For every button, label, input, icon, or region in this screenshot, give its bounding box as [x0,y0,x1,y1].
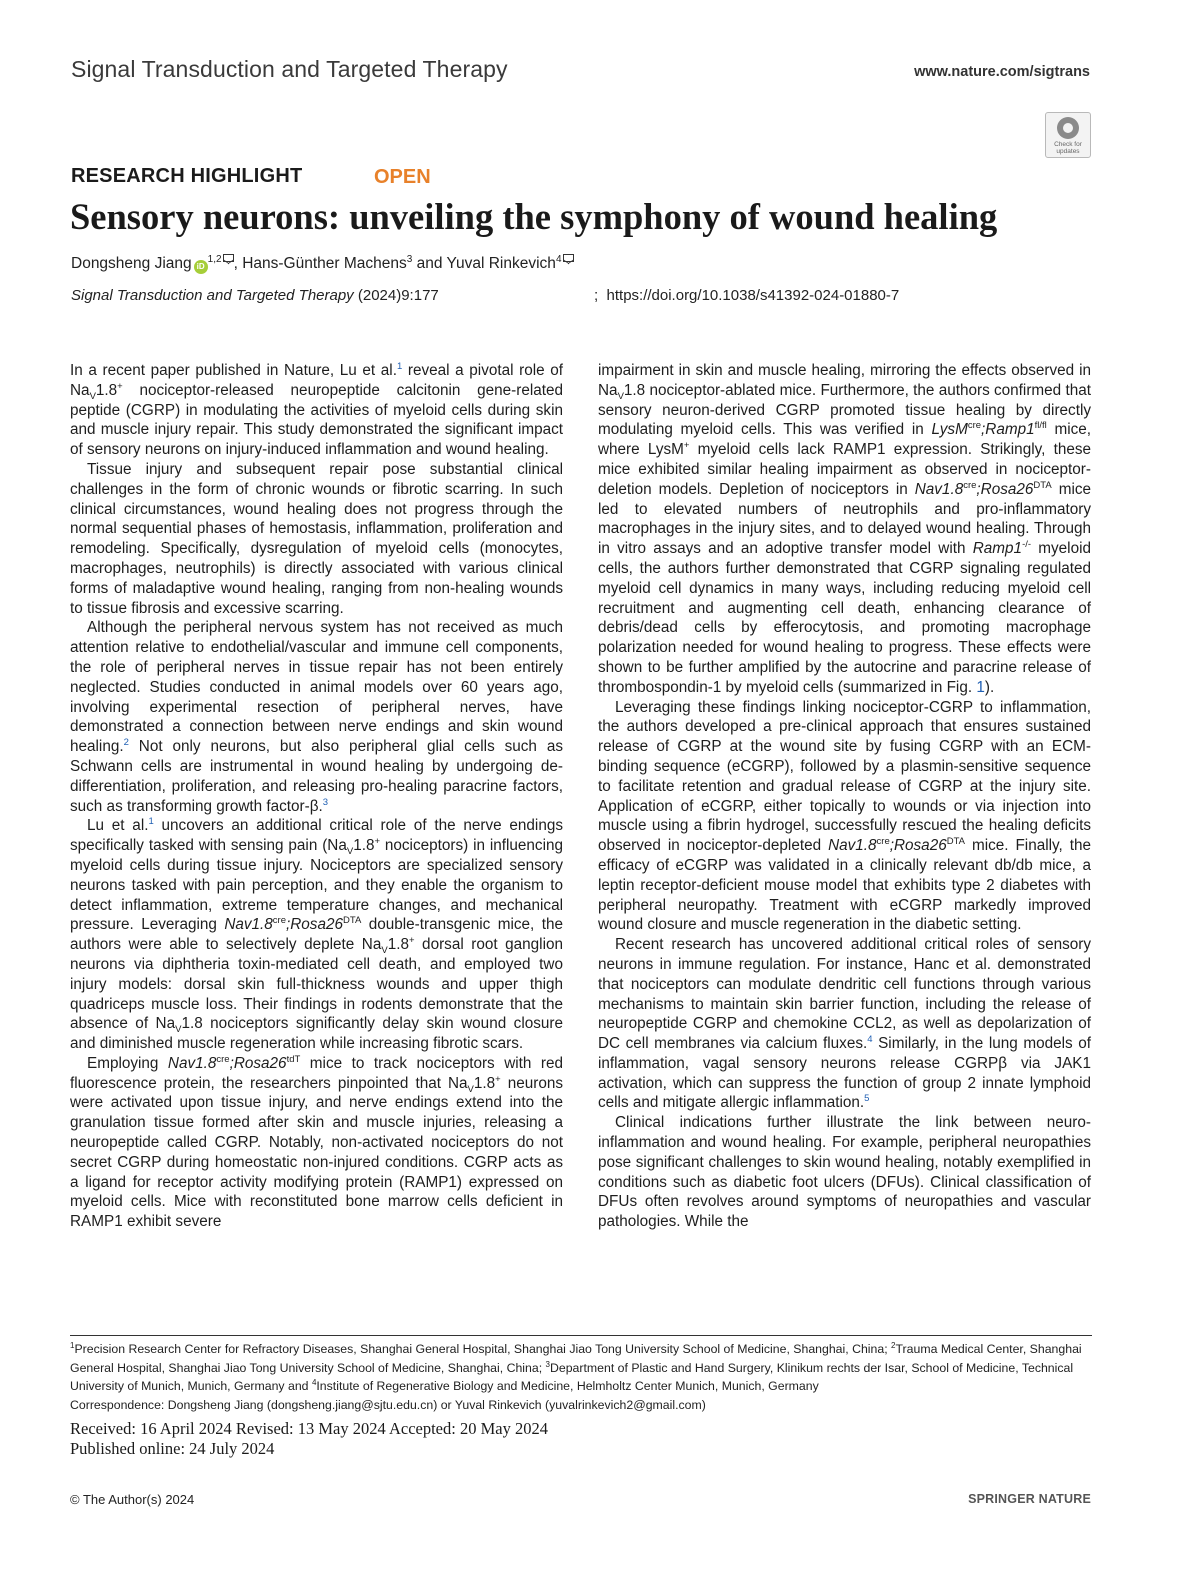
body-paragraph: Although the peripheral nervous system has not received as much attention relative to endothelial/vascular and immune cell components, the role of peripheral nerves in tissue repair has not been entirely neglected. Studies conducted in animal models over 60 years ago, involving experimental resection of peripheral nerves, have demonstrated a connection between nerve endings and skin wound healing.$^2$ Not only neurons, but also peripheral glial cells such as Schwann cells are instrumental in wound healing by undergoing de-differentiation, proliferation, and releasing pro-healing paracrine factors, such as transforming growth factor-β.$^3$ [70,619,563,815]
body-column-right [598,361,1091,1232]
subscript: V [617,390,624,402]
italic-text: Ramp1 [972,540,1023,558]
italic-text: ;Rosa26 [286,916,343,934]
superscript: tdT [286,1053,301,1065]
superscript: cre [216,1053,230,1065]
publication-dates [70,1419,548,1459]
italic-text: Nav1.8 [914,480,964,498]
superscript: + [117,380,123,392]
superscript: cre [963,479,977,491]
orcid-icon[interactable]: iD [194,260,208,274]
citation-separator: ; [594,287,599,304]
author-affiliation-1: 1,2 [207,254,222,265]
author-affiliation-3: 4 [555,254,562,265]
italic-text: ;Rosa26 [229,1054,287,1072]
check-updates-icon [1057,117,1079,139]
doi-link[interactable]: https://doi.org/10.1038/s41392-024-01880-7 [606,287,900,304]
check-for-updates-button[interactable] [1045,112,1091,158]
reference-link[interactable]: 4 [867,1034,873,1045]
subscript: V [346,846,354,858]
body-paragraph: Recent research has uncovered additional critical roles of sensory neurons in immune regulation. For instance, Hanc et al. demonstrated that nociceptors can modulate dendritic cell functions through various mechanisms to maintain skin barrier function, including the release of neuropeptide CGRP and chemokine CCL2, as well as depolarization of DC cell membranes via calcium fluxes.$^4$ Similarly, in the lung models of inflammation, vagal sensory neurons release CGRPβ via JAK1 activation, which can suppress the function of group 2 innate lymphoid cells and mitigate allergic inflammation.$^5$ [598,936,1091,1112]
reference-link[interactable]: 5 [864,1093,870,1105]
reference-link[interactable]: 2 [123,737,129,749]
italic-text: LysM [931,421,968,439]
subscript: V [381,945,388,957]
author-name-2[interactable]: Hans-Günther Machens [242,255,407,273]
publisher-logo: SPRINGER NATURE [968,1492,1091,1506]
mail-icon[interactable] [223,254,234,262]
reference-link[interactable]: 1 [148,816,154,828]
citation-volume: (2024)9:177 [353,287,439,304]
body-paragraph: In a recent paper published in Nature, Lu et al.$^1$ reveal a pivotal role of $Na_V1.8^+$ nociceptor-released neuropeptide calcitonin gene-related peptide (CGRP) in modulating the activities of myeloid cells during skin and muscle injury repair. This study demonstrated the significant impact of sensory neurons on injury-induced inflammation and wound healing. [70,360,564,459]
superscript: fl/fl [1034,420,1047,432]
superscript: + [683,440,690,452]
superscript: 1 [70,1340,75,1350]
superscript: cre [272,915,286,927]
italic-text: ;Ramp1 [981,421,1035,439]
italic-text: Nav1.8 [828,837,877,855]
check-updates-label: Check for updates [1054,141,1082,155]
journal-name: Signal Transduction and Targeted Therapy [71,56,508,82]
citation-journal: Signal Transduction and Targeted Therapy [71,287,354,304]
italic-text: Nav1.8 [224,916,273,934]
superscript: cre [967,420,982,432]
superscript: DTA [946,836,966,848]
affiliations-block [70,1340,1092,1414]
author-separator: , [233,255,243,273]
superscript: cre [876,836,890,848]
footnote-divider [70,1335,1092,1336]
figure-link[interactable]: 1 [976,678,985,696]
superscript: 3 [545,1359,550,1369]
copyright-notice: © The Author(s) 2024 [70,1492,195,1507]
subscript: V [467,1083,474,1095]
journal-url-link[interactable]: www.nature.com/sigtrans [914,64,1090,80]
body-column-left [70,361,563,1232]
subscript: V [175,1024,182,1036]
article-type: RESEARCH HIGHLIGHT [71,165,303,187]
body-paragraph: Leveraging these findings linking nociceptor-CGRP to inflammation, the authors developed a pre-clinical approach that ensures sustained release of CGRP at the wound site by fusing CGRP with an ECM-binding sequence (eCGRP), followed by a plasmin-sensitive sequence to facilitate retention and gradual release of CGRP at the injury site. Application of eCGRP, either topically to wounds or via injection into muscle using a fibrin hydrogel, successfully rescued the healing deficits observed in nociceptor-depleted $Nav1.8^{cre};Rosa26^{DTA}$ mice. Finally, the efficacy of eCGRP was validated in a clinically relevant db/db mice, a leptin receptor-deficient mouse model that exhibits type 2 diabetes with peripheral neuropathy. Treatment with eCGRP markedly improved wound closure and muscle regeneration in the diabetic setting. [598,698,1091,934]
italic-text: ;Rosa26 [889,837,947,855]
article-title: Sensory neurons: unveiling the symphony of wound healing [70,196,998,237]
body-paragraph: Employing $Nav1.8^{cre};Rosa26^{tdT}$ mice to track nociceptors with red fluorescence protein, the researchers pinpointed that $Na_V1.8^+$ neurons were activated upon tissue injury, and nerve endings extend into the granulation tissue formed after skin and muscle injuries, releasing a neuropeptide called CGRP. Notably, non-activated nociceptors do not secret CGRP during homeostatic non-injured conditions. CGRP acts as a ligand for receptor activity modifying protein (RAMP1) expressed on myeloid cells. Mice with reconstituted bone marrow cells deficient in RAMP1 exhibit severe [70,1053,563,1231]
author-name-3[interactable]: Yuval Rinkevich [446,255,556,273]
superscript: 2 [891,1340,896,1350]
subscript: V [89,390,96,402]
citation-line [71,287,439,304]
reference-link[interactable]: 3 [322,796,329,808]
italic-text: ;Rosa26 [976,480,1034,498]
superscript: DTA [342,915,362,927]
superscript: + [495,1073,501,1085]
reference-link[interactable]: 1 [396,360,403,372]
superscript: 4 [311,1377,317,1387]
author-affiliation-2: 3 [406,254,413,265]
open-access-badge: OPEN [374,166,431,188]
body-paragraph: impairment in skin and muscle healing, mirroring the effects observed in $Na_V1.8$ nociceptor-ablated mice. Furthermore, the authors confirmed that sensory neuron-derived CGRP promoted tissue healing by directly modulating myeloid cells. This was verified in $LysM^{cre};Ramp1^{fl/fl}$ mice, where LysM+ myeloid cells lack RAMP1 expression. Strikingly, these mice exhibited similar healing impairment as observed in nociceptor-deletion models. Depletion of nociceptors in $Nav1.8^{cre};Rosa26^{DTA}$ mice led to elevated numbers of neutrophils and pro-inflammatory macrophages in the injury sites, and to delayed wound healing. Through in vitro assays and an adoptive transfer model with Ramp1-/- myeloid cells, the authors further demonstrated that CGRP signaling regulated myeloid cell dynamics in many ways, including reducing myeloid cell recruitment and augmenting cell death, enhancing clearance of debris/dead cells by efferocytosis, and promoting macrophage polarization needed for wound healing to progress. These effects were shown to be further amplified by the autocrine and paracrine release of thrombospondin-1 by myeloid cells (summarized in Fig. 1). [598,362,1092,696]
body-paragraph: Lu et al.$^1$ uncovers an additional critical role of the nerve endings specifically tasked with sensing pain ($Na_V1.8^+$ nociceptors) in influencing myeloid cells during tissue injury. Nociceptors are specialized sensory neurons tasked with pain perception, and they enable the organism to detect inflammation, extreme temperature changes, and mechanical pressure. Leveraging $Nav1.8^{cre};Rosa26^{DTA}$ double-transgenic mice, the authors were able to selectively deplete $Na_V1.8^+$ dorsal root ganglion neurons via diphtheria toxin-mediated cell death, and employed two injury models: dorsal skin full-thickness wounds and upper thigh quadriceps muscle loss. Their findings in rodents demonstrate that the absence of $Na_V1.8$ nociceptors significantly delay skin wound closure and diminished muscle regeneration while increasing fibrotic scars. [70,816,563,1053]
superscript: + [374,836,381,848]
superscript: DTA [1033,479,1052,491]
superscript: -/- [1022,539,1032,551]
italic-text: Nav1.8 [167,1054,217,1072]
author-and: and [412,255,447,273]
author-name-1[interactable]: Dongsheng Jiang [71,255,192,273]
affiliations-text: $^1$Precision Research Center for Refractory Diseases, Shanghai General Hospital, Shanghai Jiao Tong University School of Medicine, Shanghai, China; $^2$Trauma Medical Center, Shanghai General Hospital, Shanghai Jiao Tong University School of Medicine, Shanghai, China; $^3$Department of Plastic and Hand Surgery, Klinikum rechts der Isar, School of Medicine, Technical University of Munich, Munich, Germany and $^4$Institute of Regenerative Biology and Medicine, Helmholtz Center Munich, Munich, Germany [70,1340,1082,1393]
superscript: + [408,935,415,947]
body-paragraph: Tissue injury and subsequent repair pose substantial clinical challenges in the form of chronic wounds or fibrotic scarring. In such clinical circumstances, wound healing does not progress through the normal sequential phases of hemostasis, inflammation, proliferation and remodeling. Specifically, dysregulation of myeloid cells (monocytes, macrophages, neutrophils) is directly associated with various clinical forms of maladaptive wound healing, ranging from non-healing wounds to tissue fibrosis and excessive scarring. [70,460,563,617]
doi-line [594,287,899,304]
body-paragraph: Clinical indications further illustrate the link between neuro-inflammation and wound healing. For example, peripheral neuropathies pose significant challenges to skin wound healing, notably exemplified in conditions such as diabetic foot ulcers (DFUs). Clinical classification of DFUs often revolves around symptoms of neuropathies and vascular pathologies. While the [598,1114,1091,1231]
received-revised-accepted: Received: 16 April 2024 Revised: 13 May 2024 Accepted: 20 May 2024 [70,1419,548,1438]
correspondence-text: Correspondence: Dongsheng Jiang (dongsheng.jiang@sjtu.edu.cn) or Yuval Rinkevich (yuvalrinkevich2@gmail.com) [70,1397,706,1412]
mail-icon[interactable] [563,254,574,262]
author-list [71,254,574,274]
published-online: Published online: 24 July 2024 [70,1439,275,1458]
